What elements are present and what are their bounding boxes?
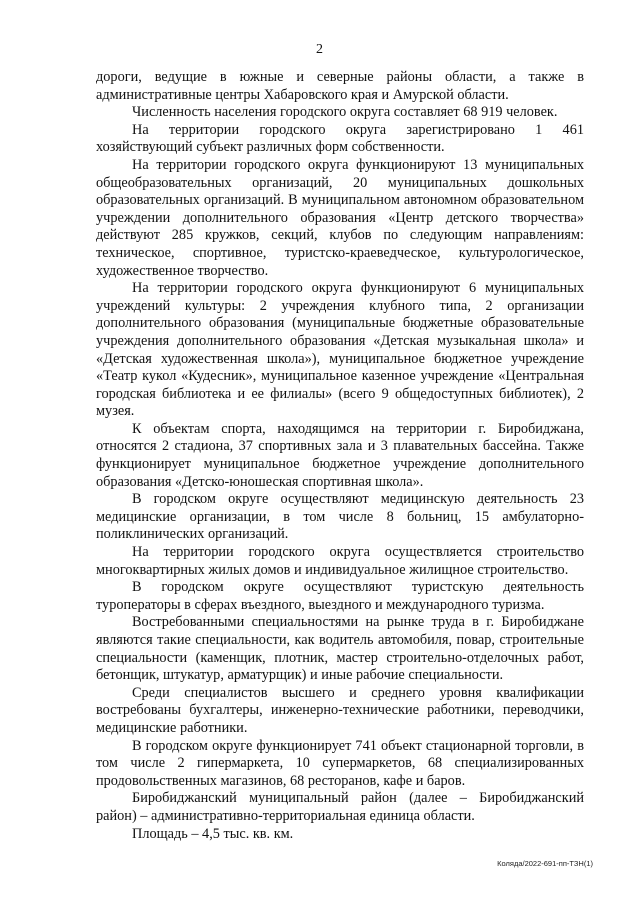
paragraph-education: На территории городского округа функционируют 13 муниципальных общеобразовательных организаций, 20 муниципальных дошкольных образовательных организаций. В муниципальном автономном образовательном учреждении дополнительного образования «Центр детского творчества» действуют 285 кружков, секций, клубов по следующим направлениям: техническое, спортивное, туристско-краеведческое, культурологическое, художественное творчество. <box>96 156 584 279</box>
paragraph-construction: На территории городского округа осуществляется строительство многоквартирных жилых домов и индивидуальное жилищное строительство. <box>96 544 584 578</box>
paragraph-culture: На территории городского округа функционируют 6 муниципальных учреждений культуры: 2 учреждения клубного типа, 2 организации дополнительного образования (муниципальные бюджетные образовательные учреждения дополнительного образования «Детская музыкальная школа» и «Детская художественная школа»), муниципальное бюджетное учреждение «Театр кукол «Кудесник», муниципальное казенное учреждение «Центральная городская библиотека и ее филиалы» (всего 9 общедоступных библиотек), 2 музея. <box>96 280 584 420</box>
paragraph-businesses: На территории городского округа зарегистрировано 1 461 хозяйствующий субъект различных форм собственности. <box>96 121 584 156</box>
paragraph-roads: дороги, ведущие в южные и северные районы области, а также в административные центры Хабаровского края и Амурской области. <box>96 69 584 103</box>
paragraph-medicine: В городском округе осуществляют медицинскую деятельность 23 медицинские организации, в том числе 8 больниц, 15 амбулаторно-поликлинических организаций. <box>96 491 584 543</box>
paragraph-population: Численность населения городского округа составляет 68 919 человек. <box>132 104 558 121</box>
paragraph-trade: В городском округе функционирует 741 объект стационарной торговли, в том числе 2 гипермаркета, 10 супермаркетов, 68 специализированных продовольственных магазинов, 68 ресторанов, кафе и баров. <box>96 737 584 789</box>
paragraph-specialists: Среди специалистов высшего и среднего уровня квалификации востребованы бухгалтеры, инженерно-технические работники, переводчики, медицинские работники. <box>96 684 584 736</box>
paragraph-tourism: В городском округе осуществляют туристскую деятельность туроператоры в сферах въездного, выездного и международного туризма. <box>96 579 584 613</box>
paragraph-sport: К объектам спорта, находящимся на территории г. Биробиджана, относятся 2 стадиона, 37 спортивных зала и 3 плавательных бассейна. Также функционирует муниципальное бюджетное учреждение дополнительного образования «Детско-юношеская спортивная школа». <box>96 420 584 490</box>
page-number: 2 <box>316 42 323 57</box>
document-body <box>96 69 584 843</box>
paragraph-labor-demand: Востребованными специальностями на рынке труда в г. Биробиджане являются такие специальности, как водитель автомобиля, повар, строительные специальности (каменщик, плотник, мастер строительно-отделочных работ, бетонщик, штукатур, арматурщик) и иные рабочие специальности. <box>96 614 584 684</box>
document-code: Коляда/2022-691-пп-ТЗН(1) <box>497 859 593 868</box>
paragraph-district: Биробиджанский муниципальный район (далее – Биробиджанский район) – административно-территориальная единица области. <box>96 790 584 824</box>
paragraph-area: Площадь – 4,5 тыс. кв. км. <box>132 825 294 842</box>
